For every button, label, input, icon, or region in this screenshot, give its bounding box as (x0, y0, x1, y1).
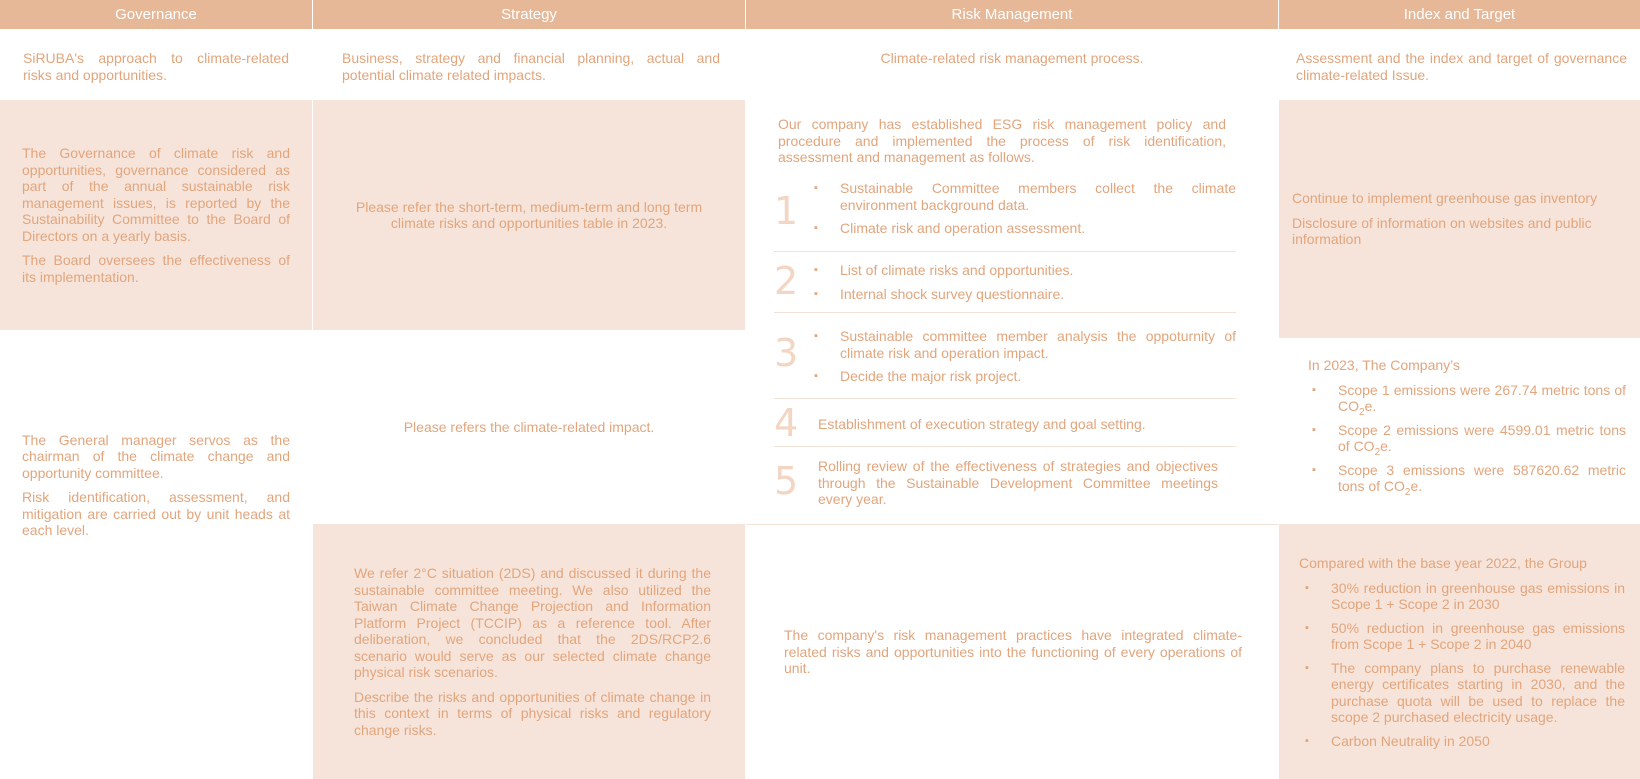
risk-intro (778, 116, 1226, 166)
strategy-block-3-p1: We refer 2°C situation (2DS) and discussed it during the sustainable committee meeting. We also utilized the Taiwan Climate Change Projection and Information Platform Project (TCCIP) as a reference tool. After deliberation, we concluded that the 2DS/RCP2.6 scenario would serve as our selected climate change physical risk scenarios. (354, 565, 711, 680)
target-item: ▪ 30% reduction in greenhouse gas emissions in Scope 1 + Scope 2 in 2030 (1305, 580, 1625, 613)
index-block-2 (1308, 357, 1626, 502)
header-governance: Governance (0, 0, 312, 29)
risk-step-1 (774, 180, 1236, 244)
row1-governance (23, 50, 289, 83)
row1-risk (746, 50, 1278, 67)
target-item: ▪ The company plans to purchase renewable energy certificates starting in 2030, and the purchase quota will be used to replace the scope 2 purchased electricity usage. (1305, 660, 1625, 726)
index-block-3 (1279, 524, 1640, 779)
governance-block-2-p1: The General manager servos as the chairman of the climate change and opportunity committee. (22, 431, 290, 481)
risk-block-2-text: The company's risk management practices have integrated climate-related risks and opportunities into the functioning of every operations of unit. (784, 627, 1242, 677)
risk-intro-text: Our company has established ESG risk management policy and procedure and implemented the process of risk identification, assessment and management as follows. (778, 116, 1226, 165)
scope-2-emissions: ▪ Scope 2 emissions were 4599.01 metric tons of $CO_2e$. (1312, 422, 1626, 455)
index-block-1 (1279, 100, 1640, 338)
row1-governance-text: SiRUBA's approach to climate-related risks and opportunities. (23, 50, 289, 83)
risk-step-5-text: Rolling review of the effectiveness of strategies and objectives through the Sustainable Development Committee meetings every year. (818, 458, 1218, 507)
risk-step-1-item-2: ▪ Climate risk and operation assessment. (814, 220, 1236, 237)
header-risk-management: Risk Management (746, 0, 1278, 29)
risk-step-1-item-1: ▪ Sustainable Committee members collect the climate environment background data. (814, 180, 1236, 213)
governance-block-1-p1: The Governance of climate risk and opportunities, governance considered as part of the annual sustainable risk management issues, is reported by the Sustainability Committee to the Board of Directors on a yearly basis. (22, 145, 290, 244)
index-block-3-intro: Compared with the base year 2022, the Group (1299, 555, 1587, 571)
risk-divider-4 (774, 446, 1236, 447)
risk-step-2-item-2: ▪ Internal shock survey questionnaire. (814, 286, 1236, 303)
risk-step-4-text: Establishment of execution strategy and goal setting. (818, 416, 1146, 432)
risk-step-2 (774, 259, 1236, 309)
risk-step-1-number: 1 (774, 189, 799, 233)
row1-strategy (342, 50, 720, 83)
risk-divider-1 (774, 251, 1236, 252)
header-strategy: Strategy (313, 0, 745, 29)
governance-block-1-p2: The Board oversees the effectiveness of its implementation. (22, 252, 290, 285)
strategy-block-3-p2: Describe the risks and opportunities of climate change in this context in terms of physical risks and regulatory change risks. (354, 688, 711, 738)
risk-step-2-item-1: ▪ List of climate risks and opportunities. (814, 262, 1236, 279)
index-block-2-intro: In 2023, The Company’s (1308, 357, 1461, 373)
strategy-block-2-text: Please refers the climate-related impact. (403, 418, 655, 435)
risk-step-4 (774, 401, 1236, 445)
risk-divider-3 (774, 398, 1236, 399)
governance-block-1 (0, 100, 312, 330)
index-block-1-p1: Continue to implement greenhouse gas inventory (1292, 190, 1598, 207)
risk-step-5-number: 5 (774, 459, 799, 503)
row1-risk-text: Climate-related risk management process. (880, 50, 1144, 66)
scope-1-emissions: ▪ Scope 1 emissions were 267.74 metric tons of $CO_2e$. (1312, 382, 1626, 415)
strategy-block-1-text: Please refer the short-term, medium-term and long term climate risks and opportunities table in 2023. (355, 198, 703, 231)
risk-step-5 (774, 458, 1236, 508)
risk-divider-2 (774, 312, 1236, 313)
row1-strategy-text: Business, strategy and financial planning, actual and potential climate related impacts. (342, 50, 720, 83)
risk-step-3-item-2: ▪ Decide the major risk project. (814, 368, 1236, 385)
header-index-target: Index and Target (1279, 0, 1640, 29)
governance-block-2-p2: Risk identification, assessment, and mitigation are carried out by unit heads at each level. (22, 489, 290, 538)
target-item: ▪ 50% reduction in greenhouse gas emissions from Scope 1 + Scope 2 in 2040 (1305, 620, 1625, 653)
governance-block-2 (0, 330, 312, 640)
risk-step-2-number: 2 (774, 259, 799, 303)
strategy-block-1 (313, 100, 745, 330)
risk-step-3-number: 3 (774, 331, 799, 375)
strategy-block-3 (313, 524, 745, 779)
risk-step-3 (774, 328, 1236, 392)
row1-index (1296, 50, 1627, 83)
scope-emissions-list (1312, 381, 1626, 498)
strategy-block-2 (313, 330, 745, 524)
risk-block-2 (746, 524, 1278, 779)
risk-step-3-item-1: ▪ Sustainable committee member analysis the oppoturnity of climate risk and operation impact. (814, 328, 1236, 361)
target-item: ▪ Carbon Neutrality in 2050 (1305, 733, 1625, 750)
risk-step-4-number: 4 (774, 401, 799, 445)
reduction-targets-list (1305, 580, 1625, 750)
row1-index-text: Assessment and the index and target of governance climate-related Issue. (1296, 50, 1627, 83)
scope-3-emissions: ▪ Scope 3 emissions were 587620.62 metric tons of $CO_2e$. (1312, 462, 1626, 495)
index-block-1-p2: Disclosure of information on websites and public information (1292, 214, 1592, 248)
